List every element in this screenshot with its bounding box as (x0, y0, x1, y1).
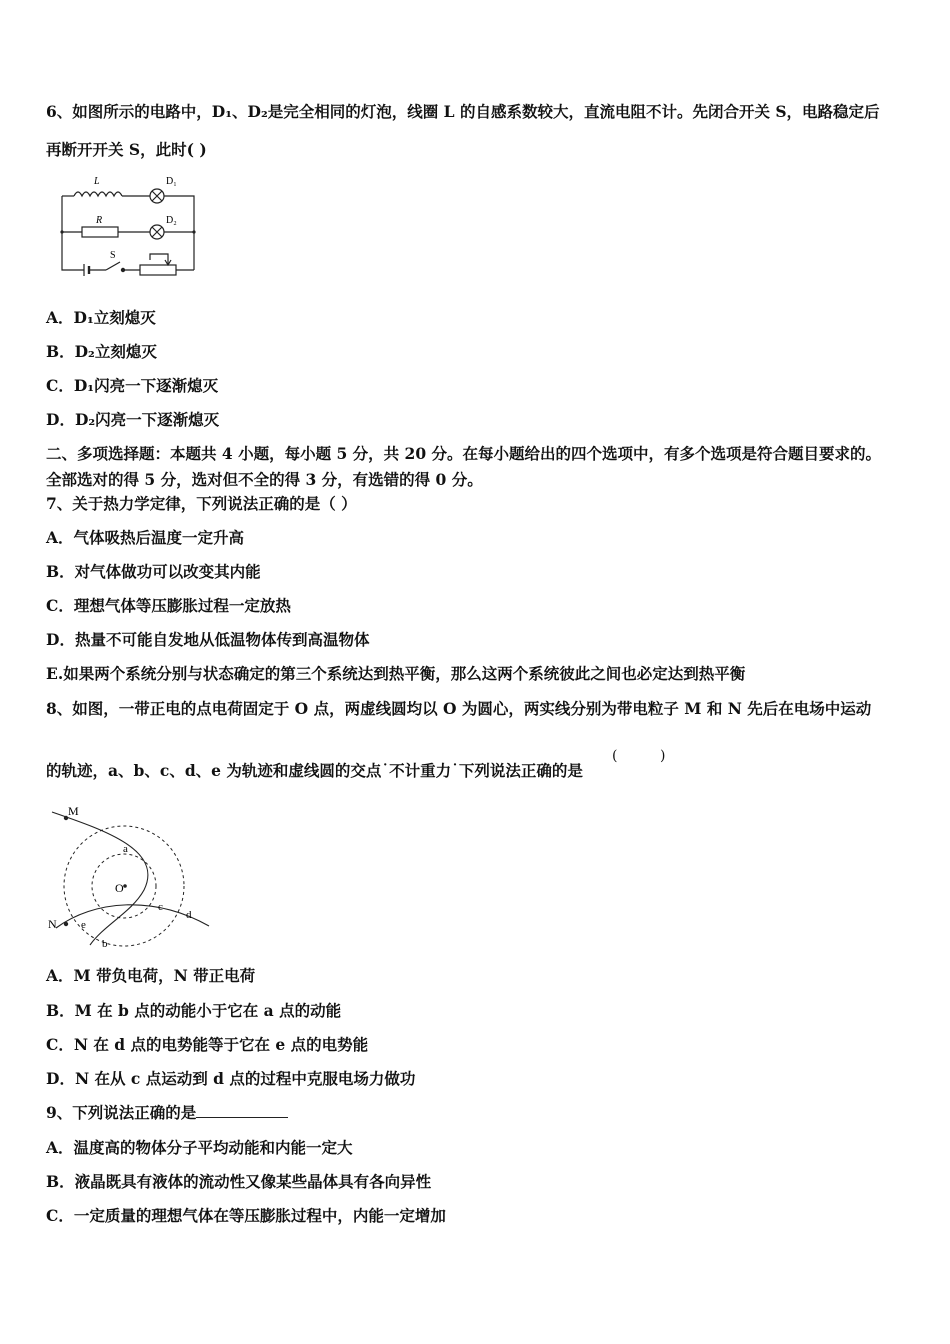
q9-stem-text: 9、下列说法正确的是 (46, 1103, 197, 1122)
label-D1: D₁ (166, 176, 177, 187)
q7-option-b: B．对气体做功可以改变其内能 (46, 562, 261, 581)
label-e: e (81, 919, 86, 931)
label-N: N (48, 917, 57, 931)
q7-option-e: E.如果两个系统分别与状态确定的第三个系统达到热平衡，那么这两个系统彼此之间也必定达到热平衡 (46, 664, 746, 683)
q8-stem-line2: 的轨迹，a、b、c、d、e 为轨迹和虚线圆的交点˙不计重力˙下列说法正确的是 (46, 761, 583, 780)
q8-answer-paren-close: ) (660, 748, 666, 764)
resistor-r (82, 227, 118, 237)
label-S: S (110, 250, 116, 261)
q7-stem: 7、关于热力学定律，下列说法正确的是（ ） (46, 494, 357, 513)
label-R: R (96, 215, 103, 226)
q7-option-c: C．理想气体等压膨胀过程一定放热 (46, 596, 291, 615)
q6-option-b: B．D₂立刻熄灭 (46, 342, 157, 361)
label-O: O (115, 881, 124, 895)
label-D2: D₂ (166, 215, 177, 226)
q6-circuit-diagram (54, 170, 204, 282)
q8-field-diagram (44, 800, 214, 950)
q6-stem-line1: 6、如图所示的电路中，D₁、D₂是完全相同的灯泡，线圈 L 的自感系数较大，直流电阻不计。先闭合开关 S，电路稳定后 (46, 102, 880, 121)
label-a: a (123, 843, 128, 855)
q6-option-c: C．D₁闪亮一下逐渐熄灭 (46, 376, 219, 395)
label-b: b (102, 938, 108, 950)
label-M: M (68, 804, 79, 818)
q6-option-a: A．D₁立刻熄灭 (46, 308, 156, 327)
q9-option-c: C．一定质量的理想气体在等压膨胀过程中，内能一定增加 (46, 1206, 446, 1225)
q9-stem (46, 1103, 288, 1123)
inductor-coil (74, 192, 122, 196)
label-c: c (158, 901, 163, 913)
q9-option-b: B．液晶既具有液体的流动性又像某些晶体具有各向异性 (46, 1172, 432, 1191)
q8-stem-line1: 8、如图，一带正电的点电荷固定于 O 点，两虚线圆均以 O 为圆心，两实线分别为带电粒子 M 和 N 先后在电场中运动 (46, 699, 872, 718)
q8-option-b: B．M 在 b 点的动能小于它在 a 点的动能 (46, 1001, 342, 1020)
switch-s (106, 262, 120, 270)
section2-heading-line1: 二、多项选择题：本题共 4 小题，每小题 5 分，共 20 分。在每小题给出的四个选项中，有多个选项是符合题目要求的。 (46, 444, 882, 463)
label-L: L (94, 176, 100, 187)
q9-option-a: A．温度高的物体分子平均动能和内能一定大 (46, 1138, 353, 1157)
q8-option-a: A．M 带负电荷，N 带正电荷 (46, 966, 256, 985)
rheostat (140, 265, 176, 275)
q8-option-d: D．N 在从 c 点运动到 d 点的过程中克服电场力做功 (46, 1069, 416, 1088)
q6-option-d: D．D₂闪亮一下逐渐熄灭 (46, 410, 220, 429)
q7-option-a: A．气体吸热后温度一定升高 (46, 528, 245, 547)
q6-stem-line2: 再断开开关 S，此时( ) (46, 140, 207, 159)
label-d: d (186, 909, 192, 921)
section2-heading-line2: 全部选对的得 5 分，选对但不全的得 3 分，有选错的得 0 分。 (46, 470, 483, 489)
q8-option-c: C．N 在 d 点的电势能等于它在 e 点的电势能 (46, 1035, 369, 1054)
q8-answer-paren-open: ( (612, 748, 618, 764)
q7-option-d: D．热量不可能自发地从低温物体传到高温物体 (46, 630, 370, 649)
q9-answer-blank (196, 1103, 288, 1118)
